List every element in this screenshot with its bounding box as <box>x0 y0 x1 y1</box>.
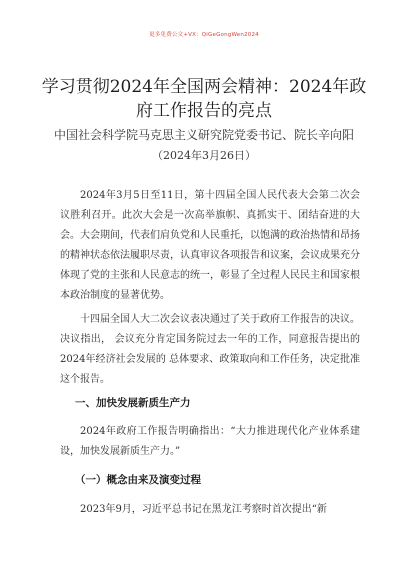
paragraph-4: 2023年9月，习近平总书记在黑龙江考察时首次提出“新 <box>80 504 327 515</box>
paragraph-3: 2024年政府工作报告明确指出：“大力推进现代化产业体系建设，加快发展新质生产力。” <box>60 426 360 457</box>
section-heading-1: 一、加快发展新质生产力 <box>75 397 191 409</box>
promo-banner: 更多免费公文+VX：QiGeGongWen2024 <box>149 32 259 38</box>
author-line: 中国社会科学院马克思主义研究院党委书记、院长辛向阳 <box>53 128 354 142</box>
document-title: 学习贯彻2024年全国两会精神：2024年政府工作报告的亮点 <box>41 77 367 121</box>
document-date: （2024年3月26日） <box>152 149 256 162</box>
paragraph-1: 2024年3月5日至11日，第十四届全国人民代表大会第二次会议胜利召开。此次大会是一次高举旗帜、真抓实干、团结奋进的大会。大会期间，代表们肩负党和人民重托，以饱满的政治热情和昂扬的精神状态依法履职尽责，认真审议各项报告和议案，会议成果充分体现了党的主张和人民意志的统一，彰显了全过程人民民主和国家根本政治制度的显著优势。 <box>60 190 360 301</box>
section-heading-2: （一）概念由来及演变过程 <box>75 474 201 486</box>
paragraph-2: 十四届全国人大二次会议表决通过了关于政府工作报告的决议。决议指出， 会议充分肯定国务院过去一年的工作，同意报告提出的2024年经济社会发展的 总体要求、政策取向和工作任务，决定批准这个报告。 <box>60 314 360 385</box>
